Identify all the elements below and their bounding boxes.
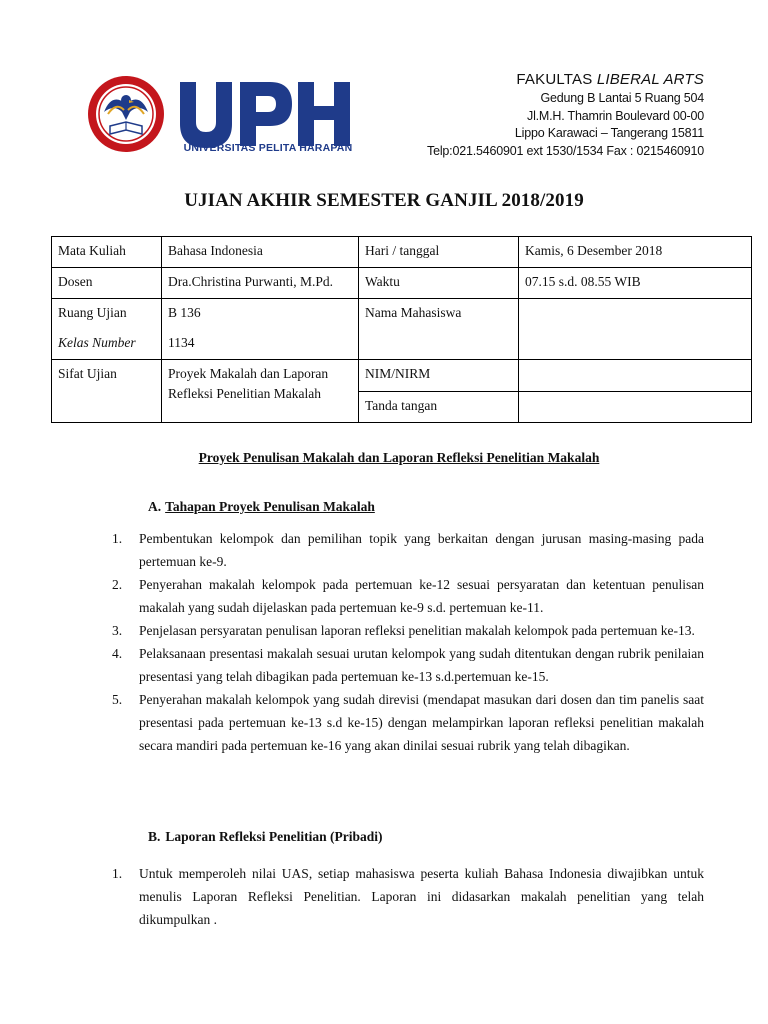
faculty-address-block bbox=[427, 70, 704, 160]
list-item bbox=[112, 527, 704, 573]
list-text: Penyerahan makalah kelompok pada pertemuan ke-12 sesuai persyaratan dan ketentuan penulisan makalah yang sudah dijelaskan pada pertemuan ke-9 s.d. pertemuan ke-11. bbox=[139, 577, 704, 615]
nama-mahasiswa-field[interactable] bbox=[519, 299, 752, 360]
nim-field[interactable] bbox=[519, 360, 752, 392]
list-item bbox=[112, 619, 704, 642]
list-number: 5. bbox=[112, 692, 123, 707]
exam-info-table bbox=[51, 236, 752, 423]
uph-logo bbox=[84, 74, 364, 160]
signature-field[interactable] bbox=[519, 391, 752, 423]
section-title: Laporan Refleksi Penelitian (Pribadi) bbox=[165, 829, 383, 844]
kelas-value: 1134 bbox=[168, 335, 195, 350]
list-text: Pelaksanaan presentasi makalah sesuai urutan kelompok yang sudah ditentukan dengan rubrik penilaian presentasi yang telah dibagikan pada pertemuan ke-13 s.d.pertemuan ke-15. bbox=[139, 646, 704, 684]
table-cell bbox=[52, 299, 162, 360]
university-name: UNIVERSITAS PELITA HARAPAN bbox=[183, 142, 353, 154]
address-line: Jl.M.H. Thamrin Boulevard 00-00 bbox=[527, 108, 704, 123]
section-marker: B. bbox=[148, 829, 161, 844]
table-cell: Kamis, 6 Desember 2018 bbox=[519, 237, 752, 268]
table-cell: Hari / tanggal bbox=[359, 237, 519, 268]
table-row bbox=[52, 268, 752, 299]
section-b-heading bbox=[148, 829, 383, 845]
table-cell bbox=[162, 299, 359, 360]
table-cell: Bahasa Indonesia bbox=[162, 237, 359, 268]
list-number: 1. bbox=[112, 531, 123, 546]
table-cell: Nama Mahasiswa bbox=[359, 299, 519, 360]
table-row bbox=[52, 237, 752, 268]
address-line: Gedung B Lantai 5 Ruang 504 bbox=[540, 91, 704, 105]
contact-line: Telp:021.5460901 ext 1530/1534 Fax : 0215460910 bbox=[427, 143, 704, 158]
list-text: Penjelasan persyaratan penulisan laporan refleksi penelitian makalah kelompok pada pertemuan ke-13. bbox=[139, 623, 695, 638]
table-cell: Tanda tangan bbox=[359, 391, 519, 423]
faculty-title: FAKULTAS LIBERAL ARTS bbox=[516, 71, 704, 88]
table-cell: Dosen bbox=[52, 268, 162, 299]
table-cell: NIM/NIRM bbox=[359, 360, 519, 392]
section-title: Tahapan Proyek Penulisan Makalah bbox=[165, 499, 375, 514]
list-item bbox=[112, 688, 704, 757]
table-cell: Waktu bbox=[359, 268, 519, 299]
table-row bbox=[52, 299, 752, 360]
table-cell: Proyek Makalah dan Laporan Refleksi Penelitian Makalah bbox=[162, 360, 359, 423]
ruang-value: B 136 bbox=[168, 305, 201, 320]
list-text: Untuk memperoleh nilai UAS, setiap mahasiswa peserta kuliah Bahasa Indonesia diwajibkan untuk menulis Laporan Refleksi Penelitian. Laporan ini didasarkan makalah penelitian yang telah dikumpulkan . bbox=[139, 866, 704, 927]
list-item bbox=[112, 642, 704, 688]
section-b-list bbox=[112, 862, 704, 931]
list-number: 1. bbox=[112, 866, 123, 881]
section-marker: A. bbox=[148, 499, 162, 514]
main-heading: Proyek Penulisan Makalah dan Laporan Refleksi Penelitian Makalah bbox=[198, 450, 600, 465]
list-text: Pembentukan kelompok dan pemilihan topik yang berkaitan dengan jurusan masing-masing pada pertemuan ke-9. bbox=[139, 531, 704, 569]
list-number: 4. bbox=[112, 646, 123, 661]
table-cell: 07.15 s.d. 08.55 WIB bbox=[519, 268, 752, 299]
list-text: Penyerahan makalah kelompok yang sudah direvisi (mendapat masukan dari dosen dan tim panelis saat presentasi pada pertemuan ke-13 s.d ke-15) dengan melampirkan laporan refleksi penelitian makalah secara mandiri pada pertemuan ke-16 yang akan dinilai sesuai rubrik yang telah dibagikan. bbox=[139, 692, 704, 753]
list-number: 3. bbox=[112, 623, 123, 638]
table-cell: Mata Kuliah bbox=[52, 237, 162, 268]
list-item bbox=[112, 573, 704, 619]
table-cell: Sifat Ujian bbox=[52, 360, 162, 423]
section-a-heading bbox=[148, 499, 375, 515]
kelas-label: Kelas Number bbox=[58, 335, 136, 350]
table-cell: Dra.Christina Purwanti, M.Pd. bbox=[162, 268, 359, 299]
ruang-label: Ruang Ujian bbox=[58, 305, 127, 320]
exam-title: UJIAN AKHIR SEMESTER GANJIL 2018/2019 bbox=[184, 190, 584, 211]
address-line: Lippo Karawaci – Tangerang 15811 bbox=[514, 126, 704, 140]
list-item bbox=[112, 862, 704, 931]
list-number: 2. bbox=[112, 577, 123, 592]
section-a-list bbox=[112, 527, 704, 757]
table-row bbox=[52, 360, 752, 392]
